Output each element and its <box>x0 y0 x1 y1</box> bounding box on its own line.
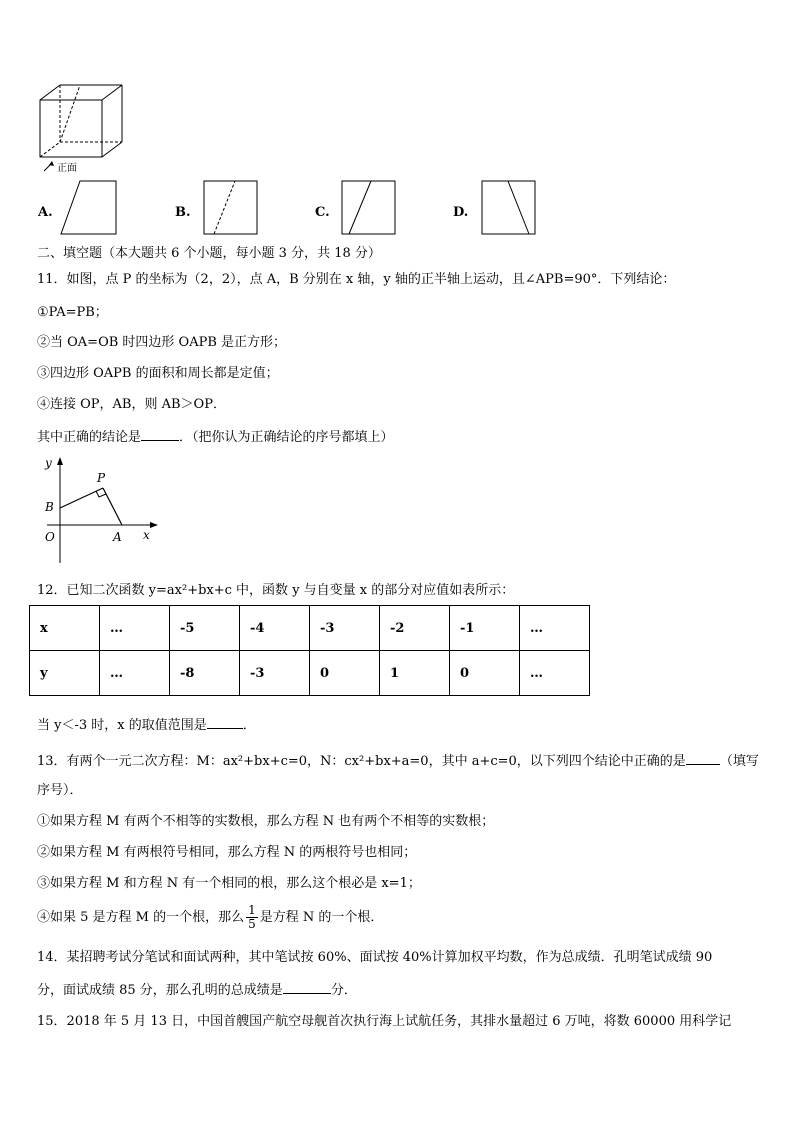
q11-fig-a: A <box>113 530 122 544</box>
fraction <box>246 904 258 931</box>
q11-fig-o: O <box>45 530 55 544</box>
q11-answer-blank[interactable] <box>141 428 179 441</box>
q11-answer-prefix: 其中正确的结论是 <box>37 430 142 445</box>
q13-item4-suffix: 是方程 N 的一个根． <box>259 910 384 925</box>
q15-line1: 15．2018 年 5 月 13 日，中国首艘国产航空母舰首次执行海上试航任务，其排水量超过 6 万吨，将数 60000 用科学记 <box>37 1014 732 1029</box>
q12-after-prefix: 当 y＜-3 时，x 的取值范围是 <box>37 718 207 733</box>
table-cell: -1 <box>450 606 520 651</box>
q11-fig-p: P <box>97 471 106 485</box>
q12-answer-blank[interactable] <box>207 716 243 729</box>
table-cell: -3 <box>240 651 310 696</box>
table-row <box>30 606 590 651</box>
q12-value-table <box>29 605 590 696</box>
table-cell: 0 <box>310 651 380 696</box>
q11-stem: 11．如图，点 P 的坐标为（2，2），点 A，B 分别在 x 轴，y 轴的正半轴上运动，且∠APB=90°．下列结论： <box>37 272 676 287</box>
table-row <box>30 651 590 696</box>
option-c-label: C. <box>315 205 330 220</box>
table-cell: … <box>520 651 590 696</box>
q12-after-suffix: ． <box>242 718 256 733</box>
q14-line2 <box>37 981 357 999</box>
table-cell: -3 <box>310 606 380 651</box>
table-cell: … <box>520 606 590 651</box>
table-cell: … <box>100 606 170 651</box>
option-a-label: A. <box>38 205 53 220</box>
fraction-denominator: 5 <box>248 917 256 931</box>
q12-stem: 12．已知二次函数 y=ax²+bx+c 中，函数 y 与自变量 x 的部分对应值如表所示： <box>37 583 515 598</box>
table-cell: -4 <box>240 606 310 651</box>
q13-item-1: ①如果方程 M 有两个不相等的实数根，那么方程 N 也有两个不相等的实数根； <box>37 814 495 829</box>
q11-figure <box>37 455 162 565</box>
q13-item-4 <box>37 902 383 934</box>
table-cell: -5 <box>170 606 240 651</box>
q14-line2-prefix: 分，面试成绩 85 分，那么孔明的总成绩是 <box>37 983 283 998</box>
section-heading: 二、填空题（本大题共 6 个小题，每小题 3 分，共 18 分） <box>37 246 381 261</box>
q11-item-3: ③四边形 OAPB 的面积和周长都是定值； <box>37 366 279 381</box>
q13-answer-blank[interactable] <box>686 752 720 765</box>
table-cell: -2 <box>380 606 450 651</box>
q14-answer-blank[interactable] <box>283 981 331 994</box>
fraction-numerator: 1 <box>248 903 256 917</box>
q11-fig-y: y <box>45 456 52 470</box>
cube-figure <box>30 80 130 175</box>
table-cell: x <box>30 606 100 651</box>
q13-item-3: ③如果方程 M 和方程 N 有一个相同的根，那么这个根必是 x=1； <box>37 876 421 891</box>
cube-front-label: 正面 <box>57 163 77 174</box>
q11-item-4: ④连接 OP，AB，则 AB＞OP． <box>37 397 226 412</box>
table-cell: … <box>100 651 170 696</box>
option-b-shape <box>203 180 259 236</box>
q13-stem-prefix: 13．有两个一元二次方程：M：ax²+bx+c=0，N：cx²+bx+a=0，其中 a+c=0，以下列四个结论中正确的是 <box>37 754 686 769</box>
q13-item-2: ②如果方程 M 有两根符号相同，那么方程 N 的两根符号也相同； <box>37 845 417 860</box>
q13-stem-line2: 序号）． <box>37 783 83 798</box>
option-d-shape <box>481 180 537 236</box>
q11-item-2: ②当 OA=OB 时四边形 OAPB 是正方形； <box>37 335 287 350</box>
option-c-shape <box>341 180 397 236</box>
option-b-label: B. <box>175 205 191 220</box>
option-d-label: D. <box>453 205 469 220</box>
q11-answer-line <box>37 428 394 446</box>
table-cell: 1 <box>380 651 450 696</box>
q13-stem-line1 <box>37 752 759 770</box>
table-cell: y <box>30 651 100 696</box>
q12-question-line <box>37 716 256 734</box>
q13-stem-suffix: （填写 <box>719 754 759 769</box>
q14-line1: 14．某招聘考试分笔试和面试两种，其中笔试按 60%、面试按 40%计算加权平均数，作为总成绩．孔明笔试成绩 90 <box>37 950 713 965</box>
q11-fig-b: B <box>45 500 54 514</box>
q13-item4-prefix: ④如果 5 是方程 M 的一个根，那么 <box>37 910 245 925</box>
q11-item-1: ①PA=PB； <box>37 305 108 320</box>
q11-answer-suffix: ．（把你认为正确结论的序号都填上） <box>179 430 394 445</box>
option-a-shape <box>60 180 120 236</box>
q11-fig-x: x <box>143 528 150 542</box>
q14-line2-suffix: 分． <box>330 983 357 998</box>
table-cell: 0 <box>450 651 520 696</box>
table-cell: -8 <box>170 651 240 696</box>
